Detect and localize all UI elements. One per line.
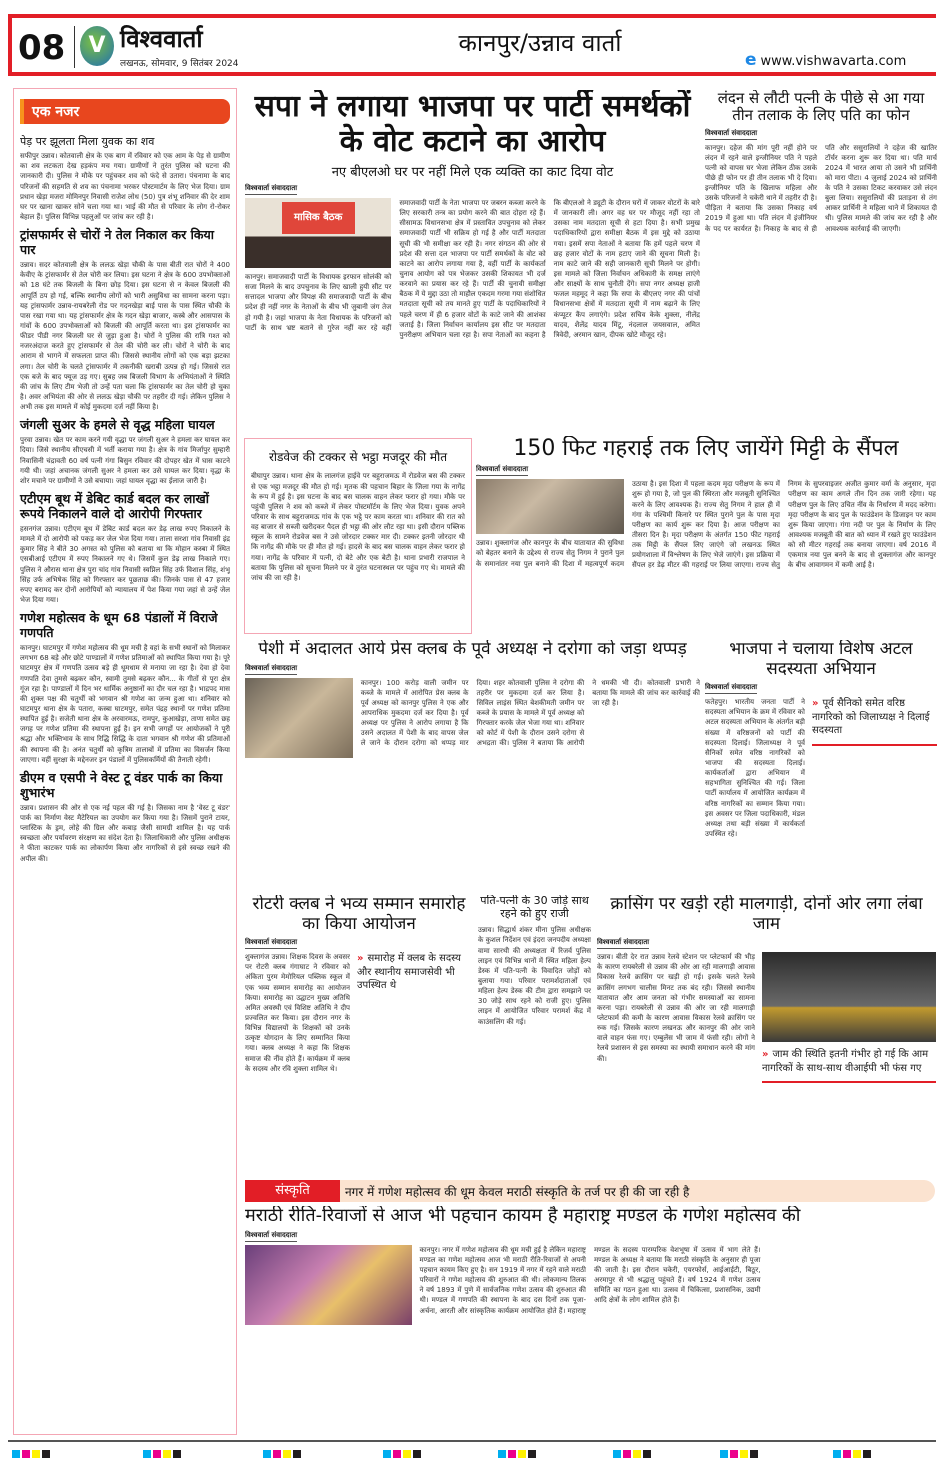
press-club-body-columns [245,678,700,888]
atal-body: फतेहपुर। भारतीय जनता पार्टी ने सदस्यता अभियान के क्रम में रविवार को अटल सदस्यता अभियान के अंतर्गत बड़ी संख्या में वरिष्ठजनों को पार्टी की सदस्यता दिलाई। जिलाध्यक्ष ने पूर्व सैनिकों समेत वरिष्ठ नागरिकों को भाजपा की सदस्यता दिलाई। कार्यकर्ताओं द्वारा अभियान में सहभागिता सुनिश्चित की गई। जिला पार्टी कार्यालय में आयोजित कार्यक्रम में वरिष्ठ नागरिकों का सम्मान किया गया। इस अवसर पर जिला पदाधिकारी, मंडल अध्यक्ष तथा बड़ी संख्या में कार्यकर्ता उपस्थित रहे। [705,698,805,838]
rotary-pull-quote [357,952,469,999]
brief-body: उन्नाव। सदर कोतवाली क्षेत्र के ललऊ खेड़ा चौकी के पास बीती रात चोरों ने 400 केवीए के ट्रांसफार्मर से तेल चोरी कर लिया। इस घटना ने क्षेत्र के 600 उपभोक्ताओं को 18 घंटे तक बिजली के बिना छोड़ दिया। इस घटना से न केवल बिजली की आपूर्ति ठप हो गई, बल्कि स्थानीय लोगों को भारी असुविधा का सामना करना पड़ा। यह ट्रांसफार्मर उन्नाव-रायबरेली रोड पर गदनखेड़ा बाई पास के पास स्थित चौकी के पास रखा गया था। यह ट्रांसफार्मर क्षेत्र के गदन खेड़ा बाजार, कस्बे और आसपास के गांवों के 600 उपभोक्ताओं को बिजली की आपूर्ति करता था। इस ट्रांसफार्मर का फीडर पीडी नगर बिजली घर से जुड़ा हुआ है। चोरों ने पुलिस की रात्रि गश्त को नजरअंदाज करते हुए ट्रांसफार्मर से तेल की चोरी कर ली। चोरों ने चोरी के बाद आराम से भागने में सफलता प्राप्त की। जिससे स्थानीय लोगों को एक बड़ा झटका लगा। तेल चोरी के चलते ट्रांसफार्मर में तकनीकी खराबी उत्पन्न हो गई। जिससे रात एक बजे के बाद फ्यूज उड़ गए। सुबह जब बिजली विभाग के अभियंताओं ने स्थिति की जांच के लिए टीम भेजी तो उन्हें पता चला कि ट्रांसफार्मर का तेल चोरी हो चुका है। अवर अभियंता की ओर से ललऊ खेड़ा चौकी पर तहरीर दी गई। लेकिन पुलिस ने अभी तक इस मामले में कोई मुकदमा दर्ज नहीं किया है। [20,261,230,412]
page-number: 08 [18,28,66,68]
press-club-story [245,640,700,888]
rotary-story [245,895,473,1173]
issue-date: लखनऊ, सोमवार, 9 सितंबर 2024 [120,59,239,69]
pull-quote-text: समारोह में क्लब के सदस्य और स्थानीय समाजसेवी भी उपस्थित थे [357,953,461,992]
crossing-story [597,895,936,1173]
byline: विश्ववार्ता संवाददाता [597,938,649,949]
cmyk-swatch [383,1450,421,1458]
brand-logo-icon: V [80,26,114,66]
brief-title: जंगली सुअर के हमले से वृद्ध महिला घायल [20,417,215,433]
couples-headline: पति-पत्नी के 30 जोड़े साथ रहने को हुए राजी [480,895,589,920]
cmyk-swatch [143,1450,181,1458]
roadways-story [244,438,472,634]
brief-body: कानपुर। घाटमपुर में गणेश महोत्सव की धूम मची है वहां के सभी स्थानों को मिलाकर लगभग 68 बड़े और छोटे पाण्डालों में गणेश प्रतिमाओं को स्थापित किया गया है। पूरे घाटमपुर क्षेत्र में गणपति उत्सव बड़े ही धूमधाम से मनाया जा रहा है। देवा हो देवा गणपति देवा तुमसे बढ़कर कौन, स्वामी तुमसे बढ़कर कौन... के गीतों से पूरा क्षेत्र गूंज रहा है। पाण्डालों में दिन भर धार्मिक अनुष्ठानों का दौर चल रहा है। भाद्रपद मास की शुक्ल पक्ष की चतुर्थी को भगवान श्री गणेश का जन्म हुआ था। शनिवार को घाटमपुर थाना क्षेत्र के पतारा, कस्बा घाटमपुर, समेत पंद्रह स्थानों पर गणेश प्रतिमा स्थापित हुई है। सजेती थाना क्षेत्र के अरवारमऊ, रामपुर, कुआखेड़ा, ताणा समेत छह जगह पर गणेश प्रतिमा की स्थापना हुई है। इन सभी जगहों पर आयोजकों ने पूरी श्रद्धा और भक्तिभाव के साथ रिद्धि सिद्धि के दाता भगवान श्री गणेश की प्रतिमाओं की स्थापना की है। अनंत चतुर्थी को कृत्रिम तालाबों में प्रतिमा का विसर्जन किया जाएगा। वहीं सुरक्षा के मद्देनजर इन पंडालों में पुलिसकर्मियों की तैनाती रहेगी। [20,644,230,764]
cmyk-swatch [613,1450,651,1458]
atal-headline: भाजपा ने चलाया विशेष अटल सदस्यता अभियान [729,640,913,679]
train-photo [762,952,936,1042]
brief-title: ट्रांसफार्मर से चोरों ने तेल निकाल कर किया पार [20,227,214,258]
brief-body: पुरवा उन्नाव। खेत पर काम करने गयी वृद्धा पर जंगली सुअर ने हमला कर घायल कर दिया। जिसे स्थानीय सीएचसी में भर्ती कराया गया है। क्षेत्र के गांव मिर्जापुर सुम्हारी निवासिनी चंद्रावती 60 वर्ष पत्नी गंगा बिसुन रविवार की दोपहर खेत में घास काटने गयी थी। जहां अचानक जंगली सुअर ने हमला कर उसे घायल कर दिया। वृद्धा के शोर मचाने पर ग्रामीणों ने उसे बचाया। जहां घायल वृद्धा का ईलाज जारी है। [20,436,230,485]
website-link[interactable] [745,50,906,70]
london-story [705,90,937,430]
pull-quote-text: जाम की स्थिति इतनी गंभीर हो गई कि आम नागरिकों के साथ-साथ वीआईपी भी फंस गए [762,1049,929,1074]
press-club-body: कानपुर। 100 करोड़ वाली जमीन पर कब्जे के मामले में आरोपित प्रेस क्लब के पूर्व अध्यक्ष को कानपुर पुलिस ने एक और आपराधिक मुकदमा दर्ज कर दिया है। पूर्व अध्यक्ष पर पुलिस ने आरोप लगाया है कि उसने अदालत में पेशी के बाद वापस जेल ले जाने के दौरान दरोगा को थप्पड़ मार दिया। शहर कोतवाली पुलिस ने दरोगा की तहरीर पर मुकदमा दर्ज कर लिया है। सिविल लाइंस स्थित बेशकीमती जमीन पर कब्जे के प्रयास के मामले में पूर्व अध्यक्ष को गिरफ्तार करके जेल भेजा गया था। शनिवार को कोर्ट में पेशी के दौरान उसने दरोगा से अभद्रता की। पुलिस ने बताया कि आरोपी ने धमकी भी दी। कोतवाली प्रभारी ने बताया कि मामले की जांच कर कार्रवाई की जा रही है। [360,678,700,748]
crossing-body: उन्नाव। बीती देर रात उन्नाव रेलवे स्टेशन पर प्लेटफार्म की भीड़ के कारण रायबरेली से उन्नाव की ओर आ रही मालगाड़ी आवास विकास रेलवे क्रासिंग पर खड़ी हो गई। इसके चलते रेलवे क्रासिंग लगभग चालीस मिनट तक बंद रही। जिससे स्थानीय यातायात और आम जनता को गंभीर समस्याओं का सामना करना पड़ा। रायबरेली से उन्नाव की ओर जा रही मालगाड़ी प्लेटफार्म की कमी के कारण आवास विकास रेलवे क्रासिंग पर रुक गई। जिसके कारण लखनऊ और कानपुर की ओर जाने वाले वाहन फंस गए। एम्बुलेंस भी जाम में फंसी रही। लोगों ने रेलवे प्रशासन से इस समस्या का स्थायी समाधान करने की मांग की। [597,953,755,1063]
quote-chevron-icon: » [762,1049,769,1061]
ganesh-photo [245,1245,412,1325]
soil-story [476,436,936,634]
website-url: www.vishwavarta.com [760,54,907,69]
brief-body: सफीपुर उन्नाव। कोतवाली क्षेत्र के एक बाग में रविवार को एक आम के पेड़ से ग्रामीण का शव लटकता देख हड़कंप मच गया। ग्रामीणों ने तुरंत पुलिस को घटना की जानकारी दी। पुलिस ने मौके पर पहुंचकर शव को फंदे से उतारा। पंचनामा के बाद परिजनों की सहमति से शव का पंचनामा भरकर पोस्टमार्टम के लिए भेज दिया। ग्राम प्रधान खेड़ा मजरा मोमिनपुर निवासी राजेश लोध (50) पुत्र शंभू शनिवार की देर शाम घर पर खाना खाकर सोने चला गया था। भाई की मौत से परिवार के लोग रो-रोकर बेहाल हैं। पुलिस विभिन्न पहलुओं पर जांच कर रही है। [20,152,230,222]
byline: विश्ववार्ता संवाददाता [245,938,297,949]
byline: विश्ववार्ता संवाददाता [245,1231,297,1242]
quote-chevron-icon: » [357,953,364,965]
soil-test-photo [476,479,624,534]
rotary-body: शुक्लागंज उन्नाव। शिक्षक दिवस के अवसर पर रोटरी क्लब गंगाघाट ने रविवार को अंकिता पुरम मेमोरियल पब्लिक स्कूल में एक भव्य सम्मान समारोह का आयोजन किया। समारोह का उद्घाटन मुख्य अतिथि अमित अवस्थी एवं विशिष्ट अतिथि ने दीप प्रज्वलित कर किया। इस दौरान नगर के विभिन्न विद्यालयों के शिक्षकों को उनके उत्कृष्ट योगदान के लिए सम्मानित किया गया। क्लब अध्यक्ष ने कहा कि शिक्षक समाज की नींव होते हैं। कार्यक्रम में क्लब के सदस्य और रवि शुक्ला शामिल थे। [245,953,350,1073]
rotary-headline: रोटरी क्लब ने भव्य सम्मान समारोह का किया आयोजन [252,895,466,934]
culture-strap: नगर में गणेश महोत्सव की धूम केवल मराठी संस्कृति के तर्ज पर ही की जा रही है [345,1185,690,1199]
brief-body: हसनगंज उन्नाव। एटीएम बूथ में डेबिट कार्ड बदल कर डेढ़ लाख रुपए निकालने के मामले में दो आरोपी को पकड़ कर जेल भेज दिया गया। ताला सरशा गांव निवासी इंद्र कुमार सिंह ने बीते 30 अगस्त को पुलिस को बताया था कि मोहान कस्बा में स्थित एसबीआई एटीएम में रुपए निकालने गए थे। जिसमें कुल डेढ़ लाख निकाले गए। पुलिस ने औरास थाना क्षेत्र पुरा चांद गांव निवासी स्वप्निल सिंह उर्फ विशाल सिंह, शंभू सिंह उर्फ अभिषेक सिंह को गिरफ्तार कर पूछताछ की। जिनके पास से 47 हजार रुपए बरामद कर दोनों आरोपियों को न्यायालय में पेश किया गया जहां से उन्हें जेल भेज दिया गया। [20,524,230,604]
culture-banner [245,1180,935,1202]
press-club-headline: पेशी में अदालत आये प्रेस क्लब के पूर्व अध्यक्ष ने दरोगा को जड़ा थप्पड़ [258,640,687,659]
cmyk-swatch [720,1450,758,1458]
brief-title: डीएम व एसपी ने वेस्ट टू वंडर पार्क का किया शुभारंभ [20,769,223,800]
print-registration-marks [8,1440,936,1466]
left-column-ek-nazar [13,88,237,1435]
brand-name: विश्ववार्ता [120,25,203,53]
lead-body-columns [245,198,700,434]
byline: विश्ववार्ता संवाददाता [476,465,528,476]
london-body: कानपुर। दहेज की मांग पूरी नहीं होने पर लंदन में रहने वाले इन्जीनियर पति ने पहले पत्नी को वापस घर भेजा लेकिन ठीक उसके पीछे ही फोन पर ही तीन तलाक भी दे दिया। इन्जीनियर पति के खिलाफ महिला और उसके परिजनों ने चकेरी थाने में तहरीर दी है। पीड़िता ने बताया कि उसका निकाह वर्ष 2019 में हुआ था। पति लंदन में इंजीनियर के पद पर कार्यरत है। निकाह के बाद से ही पति और ससुरालियों ने दहेज की खातिर टॉर्चर करना शुरू कर दिया था। पति मार्च 2024 में भारत आया तो उसने भी प्रार्थिनी को मारा पीटा। 4 जुलाई 2024 को प्रार्थिनी के पति ने उसका टिकट करवाकर उसे लंदन बुला लिया। ससुरालियों की प्रताड़ना से तंग आकर प्रार्थिनी ने महिला थाने में शिकायत दी थी। पुलिस मामले की जांच कर रही है और आवश्यक कार्रवाई की जाएगी। [705,143,937,233]
lead-story [245,90,700,434]
atal-story [705,640,937,888]
lead-photo [245,198,391,268]
crossing-headline: क्रासिंग पर खड़ी रही मालगाड़ी, दोनों ओर लगा लंबा जाम [610,895,923,934]
culture-headline: मराठी रीति-रिवाजों से आज भी पहचान कायम है महाराष्ट्र मण्डल के गणेश महोत्सव की [245,1206,801,1226]
section-title: कानपुर/उन्नाव वार्ता [458,29,622,57]
byline: विश्ववार्ता संवाददाता [245,664,297,675]
lead-subhead: नए बीएलओ घर पर नहीं मिले एक व्यक्ति का काट दिया वोट [331,165,614,180]
culture-tag: संस्कृति [245,1180,340,1202]
atal-pull-quote [812,697,937,746]
quote-chevron-icon: » [812,698,819,710]
couples-body: उन्नाव। सिद्धार्थ शंकर मीना पुलिस अधीक्षक के कुशल निर्देशन एवं इंदरा जनपदीय अध्यक्षा वामा सारथी की अध्यक्षता में रिजर्व पुलिस लाइन एवं विभिन्न थानों में स्थित महिला हेल्प डेस्क में पति-पत्नी के विवादित जोड़ों को बुलाया गया। परिवार परामर्शदाताओं एवं महिला हेल्प डेस्क की टीम द्वारा समझाने पर 30 जोड़े साथ रहने को राजी हुए। पुलिस लाइन में आयोजित परिवार परामर्श केंद्र में काउंसलिंग की गई। [478,926,591,1026]
culture-body: कानपुर। नगर में गणेश महोत्सव की धूम मची हुई है लेकिन महाराष्ट्र मण्डल का गणेश महोत्सव आज भी मराठी रीति-रिवाजों से अपनी पहचान कायम किए हुए है। सन 1919 में नगर में रहने वाले मराठी परिवारों ने गणेश महोत्सव की शुरुआत की थी। लोकमान्य तिलक ने वर्ष 1893 में पुणे में सार्वजनिक गणेश उत्सव की शुरुआत की थी। मण्डल में गणपति की स्थापना के बाद दस दिनों तक पूजा-अर्चना, आरती और सांस्कृतिक कार्यक्रम आयोजित होते हैं। महाराष्ट्र मण्डल के सदस्य पारम्परिक वेशभूषा में उत्सव में भाग लेते हैं। मण्डल के अध्यक्ष ने बताया कि मराठी संस्कृति के अनुसार ही पूजा की जाती है। इस दौरान चकेरी, एयरफोर्स, आईआईटी, बिठूर, अरमापुर से भी श्रद्धालु पहुंचते हैं। वर्ष 1924 में गणेश उत्सव समिति का गठन हुआ था। उत्सव में चिकित्सा, प्रशासनिक, उद्यमी आदि क्षेत्रों के लोग शामिल होते हैं। [419,1245,761,1315]
browser-e-icon: e [745,50,757,70]
soil-body-columns [476,479,936,634]
brief-body: उन्नाव। प्रशासन की ओर से एक नई पहल की गई है। जिसका नाम है 'वेस्ट टू वंडर' पार्क का निर्माण वेस्ट मैटेरियल का उपयोग कर किया गया है। जिसमें पुराने टायर, प्लास्टिक के ड्रम, लोहे की ग्रिल और कबाड़ जैसी सामग्री शामिल है। यह पार्क स्वच्छता और पर्यावरण संरक्षण का संदेश देता है। जिलाधिकारी और पुलिस अधीक्षक ने फीता काटकर पार्क का लोकार्पण किया और नागरिकों से इसे स्वच्छ रखने की अपील की। [20,803,230,863]
lead-headline: सपा ने लगाया भाजपा पर पार्टी समर्थकों के वोट कटाने का आरोप [254,90,691,159]
soil-headline: 150 फिट गहराई तक लिए जायेंगे मिट्टी के सैंपल [513,436,899,461]
soil-body: उन्नाव। शुक्लागंज और कानपुर के बीच यातायात की सुविधा को बेहतर बनाने के उद्देश्य से राज्य सेतु निगम ने पुराने पुल के समानांतर नया पुल बनाने की दिशा में महत्वपूर्ण कदम उठाया है। इस दिशा में पहला कदम मृदा परीक्षण के रूप में शुरू हो गया है, जो पुल की स्थिरता और मजबूती सुनिश्चित करने के लिए आवश्यक है। राज्य सेतु निगम ने हाल ही में गंगा के पश्चिमी किनारे पर स्थित पुराने पुल के पास मृदा परीक्षण का कार्य शुरू कर दिया है। आज परीक्षण का तीसरा दिन है। मृदा परीक्षण के अंतर्गत 150 फीट गहराई तक मिट्टी के सैंपल लिए जाएंगे जो लखनऊ स्थित प्रयोगशाला में विश्लेषण के लिए भेजे जाएंगे। इस प्रक्रिया में सैंपल हर डेढ़ मीटर की गहराई पर लिया जाएगा। राज्य सेतु निगम के सुपरवाइजर अजीत कुमार वर्मा के अनुसार, मृदा परीक्षण का काम अगले तीन दिन तक जारी रहेगा। यह परीक्षण पुल के लिए उचित नींव के निर्धारण में मदद करेगा। मृदा परीक्षण के बाद पुल के फाउंडेशन के डिजाइन पर काम शुरू किया जाएगा। गंगा नदी पर पुल के निर्माण के लिए आवश्यक मजबूती की बात को ध्यान में रखते हुए फाउंडेशन को सौ मीटर गहराई तक बनाया जाएगा। वर्ष 2016 में एकमात्र नया पुल बनने के बाद से शुक्लागंज और कानपुर के बीच आवागमन में कमी आई है। [476,480,936,570]
byline: विश्ववार्ता संवाददाता [705,683,757,694]
roadways-body: बीघापुर उन्नाव। थाना क्षेत्र के लालगंज हाईवे पर बहुराजमऊ में रोडवेज बस की टक्कर से एक भट्ठा मजदूर की मौत हो गई। मृतक की पहचान बिहार के जिला गया के नागेंद्र के रूप में हुई है। इस घटना के बाद बस चालक वाहन लेकर फरार हो गया। मौके पर पहुंची पुलिस ने शव को कब्जे में लेकर पोस्टमॉर्टम के लिए भेज दिया। युवक अपने परिवार के साथ बहुराजमऊ गांव के एक भट्ठे पर काम करता था। शनिवार की रात को वह बाजार से सब्जी खरीदकर पैदल ही भट्ठा की ओर लौट रहा था। इसी दौरान पब्लिक स्कूल के सामने रोडवेज बस ने उसे जोरदार टक्कर मार दी। टक्कर इतनी जोरदार थी कि नागेंद्र की मौके पर ही मौत हो गई। हादसे के बाद बस चालक वाहन लेकर फरार हो गया। नागेंद्र के परिवार में पत्नी, दो बेटे और एक बेटी है। थाना प्रभारी राजपाल ने बताया कि पुलिस को सूचना मिलने पर वे तुरंत घटनास्थल पर पहुंच गए थे। मामले की जांच की जा रही है। [251,472,465,582]
couples-story [478,895,591,1173]
culture-body-columns [245,1245,935,1436]
cmyk-swatch [12,1450,50,1458]
brief-title: एटीएम बूथ में डेबिट कार्ड बदल कर लाखों रूपये निकालने वाले दो आरोपी गिरफ्तार [20,490,209,521]
roadways-headline: रोडवेज की टक्कर से भट्ठा मजदूर की मौत [268,450,448,464]
cmyk-swatch [263,1450,301,1458]
byline: विश्ववार्ता संवाददाता [705,129,757,140]
press-club-photo [245,678,353,758]
ek-nazar-label: एक नजर [20,99,230,124]
culture-story [245,1206,935,1436]
cmyk-swatch [498,1450,536,1458]
byline: विश्ववार्ता संवाददाता [245,184,297,195]
brief-title: गणेश महोत्सव के धूम 68 पंडालों में विराजे गणपति [20,610,218,641]
brief-title: पेड़ पर झूलता मिला युवक का शव [20,135,155,148]
divider [74,26,75,68]
cmyk-swatch [833,1450,871,1458]
meeting-banner: मासिक बैठक [282,202,355,234]
london-headline: लंदन से लौटी पत्नी के पीछे से आ गया तीन तलाक के लिए पति का फोन [717,90,925,125]
pull-quote-text: पूर्व सैनिको समेत वरिष्ठ नागरिको को जिलाध्यक्ष ने दिलाई सदस्यता [812,698,930,737]
crossing-pull-quote [762,1048,936,1083]
lead-body: कानपुर। समाजवादी पार्टी के विधायक इरफान सोलंकी को सजा मिलने के बाद उपचुनाव के लिए खाली हुयी सीट पर सत्तादल भाजपा और विपक्ष की समाजवादी पार्टी के बीच प्रदेश ही नहीं नगर के नेताओं के बीच भी जुबानी जंग तेज हो गयी है। जहां भाजपा के नेता विधायक के परिजनों को पार्टी के साथ भ्रष्ट बताने से गुरेज नहीं कर रहे वहीं समाजवादी पार्टी के नेता भाजपा पर जबरन कब्जा करने के लिए सरकारी तन्त्र का प्रयोग करने की बात दोहरा रहे हैं। सीसामऊ विधानसभा क्षेत्र में प्रस्तावित उपचुनाव को लेकर समाजवादी पार्टी भी सक्रिय हो गई है और पार्टी मतदाता सूची की भी समीक्षा कर रही है। नगर संगठन की ओर से प्रदेश की सत्ता दल भाजपा पर पार्टी समर्थकों के वोट को काटने का आरोप लगाया गया है, वहीं पार्टी के कार्यकर्ता चुनाव आयोग को पत्र भेजकर उसकी शिकायत भी दर्ज करवाने का प्रयास कर रहे हैं। पार्टी की चुनावी समीक्षा बैठक में ये मुद्दा उठा तो माहौल एकदम गरमा गया संशोधित मतदाता सूची को तय मानते हुए पार्टी के पदाधिकारियों ने पहले चरण में ही 6 हजार वोटों के काटे जाने की आशंका जताई है। जिला निर्वाचन कार्यालय इस सीट पर मतदाता पुनरीक्षण अभियान चला रहा है। सपा नेताओं का कहना है कि बीएलओ ने ड्यूटी के दौरान घरों में जाकर वोटरों के बारे में जानकारी ली। अगर वह घर पर मौजूद नहीं रहा तो उसका नाम मतदाता सूची से हटा दिया है। सभी प्रमुख पदाधिकारियों द्वारा समीक्षा बैठक में इस मुद्दे को उठाया गया। इसमें सपा नेताओं ने बताया कि हमें पहले चरण में छह हजार वोटों के नाम हटाए जाने की सूचना मिली है। नाम काटे जाने की सही जानकारी सूची मिलने पर होगी। इस मामले को जिला निर्वाचन अधिकारी के समक्ष लाएंगे और साक्ष्यों के साथ चुनौती देंगे। सपा नगर अध्यक्ष हाजी फजल महमूद ने कहा कि सपा के बीएलए नगर की पांचों विधानसभा क्षेत्रों में मतदाता सूची में नाम बढ़ाने के लिए कंप्यूटर कैंप लगाएंगे। प्रदेश सचिव केके शुक्ला, नीलेंद्र यादव, शैलेंद्र यादव मिंटू, नंदलाल जयसवाल, अमित त्रिवेदी, अरमान खान, दीपक खोटे मौजूद रहे। [245,199,700,339]
